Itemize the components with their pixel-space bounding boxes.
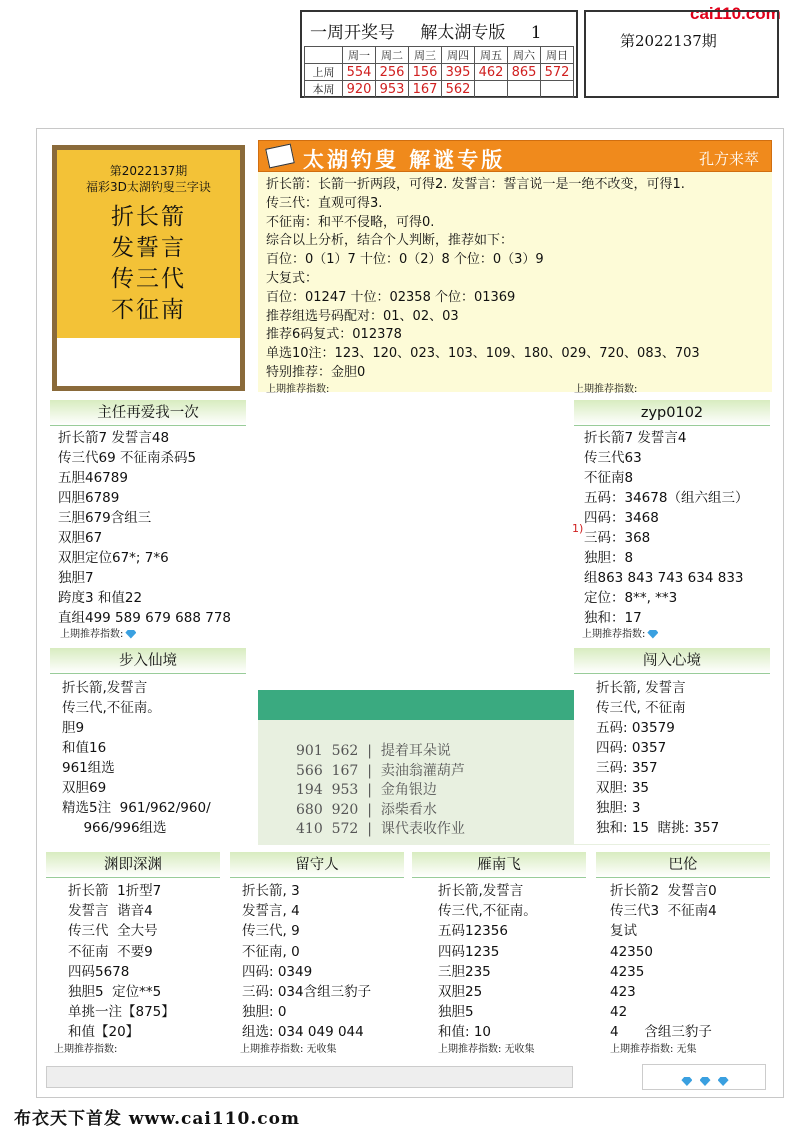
rating-label: 上期推荐指数: 无收集 bbox=[438, 1043, 535, 1055]
panel-p5: 渊即深渊 折长箭 1折型7 发誓言 谐音4 传三代 全大号 不征南 不要9 四码5678 独胆5 定位**5 单挑一注【875】 和值【20】 上期推荐指数: bbox=[46, 852, 220, 1058]
poem-subtitle: 福彩3D太湖钓叟三字诀 bbox=[86, 180, 211, 194]
result-cell: 953 bbox=[376, 81, 409, 98]
panel-title: 雁南飞 bbox=[412, 852, 586, 878]
result-cell: 256 bbox=[376, 64, 409, 81]
rating-label: 上期推荐指数: 无收集 bbox=[240, 1043, 337, 1055]
panel-p8: 巴伦 折长箭2 发誓言0 传三代3 不征南4 复试 42350 4235 423 42 4 含组三豹子 上期推荐指数: 无集 bbox=[596, 852, 770, 1058]
result-cell: 865 bbox=[508, 64, 541, 81]
rating-label: 上期推荐指数: bbox=[60, 629, 124, 640]
day-header: 周四 bbox=[442, 47, 475, 64]
panel-title: 主任再爱我一次 bbox=[50, 400, 246, 426]
result-cell: 562 bbox=[442, 81, 475, 98]
day-header: 周六 bbox=[508, 47, 541, 64]
result-cell: 554 bbox=[343, 64, 376, 81]
history-row: 410 572 | 课代表收作业 bbox=[296, 821, 465, 837]
site-logo: cai110.com bbox=[690, 4, 781, 23]
poem-issue: 第2022137期 bbox=[109, 164, 188, 178]
history-row: 901 562 | 提着耳朵说 bbox=[296, 743, 451, 759]
panel-title: 闯入心境 bbox=[574, 648, 770, 674]
rating-label: 上期推荐指数: bbox=[582, 629, 646, 640]
panel-title: 留守人 bbox=[230, 852, 404, 878]
result-cell bbox=[475, 81, 508, 98]
diamond-icon bbox=[700, 1077, 711, 1086]
result-cell: 920 bbox=[343, 81, 376, 98]
panel-p1: 主任再爱我一次 折长箭7 发誓言48 传三代69 不征南杀码5 五胆46789 四胆6789 三胆679含组三 双胆67 双胆定位67*; 7*6 独胆7 跨度3 和值22 直组499 589 679 688 778 上期推荐指数: bbox=[50, 400, 246, 644]
panel-title: 步入仙境 bbox=[50, 648, 246, 674]
day-header: 周二 bbox=[376, 47, 409, 64]
result-cell: 156 bbox=[409, 64, 442, 81]
main-author: 孔方来萃 bbox=[698, 150, 759, 168]
panel-p6: 留守人 折长箭, 3 发誓言, 4 传三代, 9 不征南, 0 四码: 0349 三码: 034含组三豹子 独胆: 0 组选: 034 049 044 上期推荐指数: 无收集 bbox=[230, 852, 404, 1058]
issue-number: 第2022137期 bbox=[584, 10, 779, 98]
result-cell bbox=[508, 81, 541, 98]
result-cell: 572 bbox=[541, 64, 574, 81]
history-row: 680 920 | 添柴看水 bbox=[296, 801, 437, 818]
main-analysis: 折长箭：长箭一折两段，可得2. 发誓言：誓言说一是一绝不改变，可得1. 传三代：直观可得3. 不征南：和平不侵略，可得0. 综合以上分析，结合个人判断，推荐如下： 百位：0（1）7 十位：0（2）8 个位：0（3）9 大复式： 百位：01247 十位：02358 个位：01369 推荐组选号码配对：01、02、03 推荐6码复式：012378 单选10注：123、120、023、103、109、180、029、720、083、703 特别推荐：金胆0 上期推荐指数: 上期推荐指数: bbox=[258, 172, 772, 392]
poem-card bbox=[52, 145, 245, 391]
note-marker: 1) bbox=[572, 522, 584, 535]
history-row: 566 167 | 卖油翁灌葫芦 bbox=[296, 762, 465, 779]
result-cell bbox=[541, 81, 574, 98]
panel-p2: zyp0102 折长箭7 发誓言4 传三代63 不征南8 五码：34678（组六组三） 四码：3468 三码：368 独胆：8 组863 843 743 634 833 定位：8**, **3 独和：17 上期推荐指数: bbox=[574, 400, 770, 644]
weekly-results-table bbox=[304, 46, 574, 98]
rating-label: 上期推荐指数: bbox=[574, 383, 638, 395]
rating-label: 上期推荐指数: bbox=[54, 1043, 118, 1055]
main-title: 太湖钓叟 解谜专版 bbox=[303, 147, 506, 172]
day-header: 周三 bbox=[409, 47, 442, 64]
poem-lines: 折长箭 发誓言 传三代 不征南 bbox=[111, 204, 186, 323]
main-header bbox=[258, 140, 772, 172]
result-cell: 462 bbox=[475, 64, 508, 81]
scroll-icon bbox=[265, 144, 295, 169]
diamond-icon bbox=[681, 1077, 692, 1086]
history-row: 194 953 | 金角银边 bbox=[296, 782, 437, 798]
diamond-icon bbox=[718, 1077, 729, 1086]
rating-label: 上期推荐指数: bbox=[266, 383, 330, 395]
panel-title: 渊即深渊 bbox=[46, 852, 220, 878]
bottom-bar bbox=[46, 1066, 774, 1092]
diamond-icon bbox=[125, 630, 136, 639]
panel-p4: 闯入心境 折长箭, 发誓言 传三代, 不征南 五码: 03579 四码: 0357 三码: 357 双胆: 35 独胆: 3 独和: 15 瞎挑: 357 bbox=[574, 648, 770, 844]
result-cell: 167 bbox=[409, 81, 442, 98]
weekly-results-box bbox=[300, 10, 578, 98]
panel-title: 巴伦 bbox=[596, 852, 770, 878]
day-header: 周一 bbox=[343, 47, 376, 64]
panel-p7: 雁南飞 折长箭,发誓言 传三代,不征南。 五码12356 四码1235 三胆235 双胆25 独胆5 和值: 10 上期推荐指数: 无收集 bbox=[412, 852, 586, 1058]
day-header: 周五 bbox=[475, 47, 508, 64]
day-header: 周日 bbox=[541, 47, 574, 64]
panel-title: zyp0102 bbox=[574, 400, 770, 426]
panel-p3: 步入仙境 折长箭,发誓言 传三代,不征南。 胆9 和值16 961组选 双胆69 精选5注 961/962/960/ 966/996组选 bbox=[50, 648, 246, 844]
credit-text: 布衣天下首发 www.cai110.com bbox=[14, 1109, 300, 1129]
result-cell: 395 bbox=[442, 64, 475, 81]
header-title: 一周开奖号 解太湖专版 1 bbox=[310, 23, 542, 43]
rating-gems bbox=[642, 1064, 766, 1090]
row-label: 本周 bbox=[305, 81, 343, 98]
diamond-icon bbox=[647, 630, 658, 639]
row-label: 上周 bbox=[305, 64, 343, 81]
rating-label: 上期推荐指数: 无集 bbox=[610, 1043, 697, 1055]
